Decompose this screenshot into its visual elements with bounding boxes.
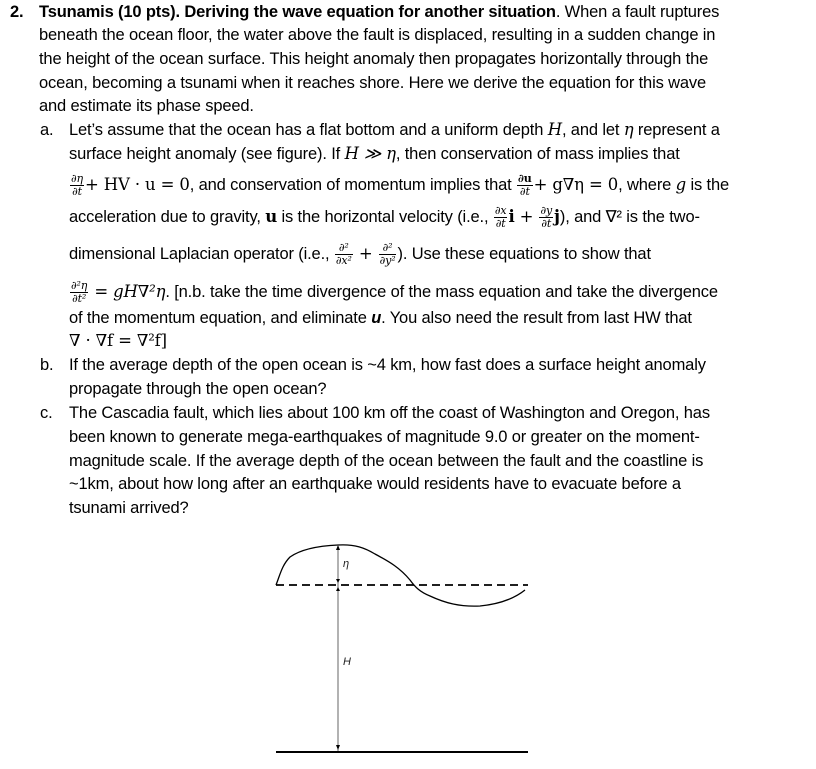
problem-intro-line-3: the height of the ocean surface. This height anomaly then propagates horizontally through the xyxy=(39,50,709,68)
part-c-line-2: been known to generate mega-earthquakes of magnitude 9.0 or greater on the moment- xyxy=(69,428,700,446)
problem-intro-line-2: beneath the ocean floor, the water above the fault is displaced, resulting in a sudden change in xyxy=(39,26,716,44)
problem-intro-line-1: Tsunamis (10 pts). Deriving the wave equation for another situation. When a fault ruptures xyxy=(39,3,720,21)
eta-arrow-top-icon xyxy=(336,545,340,550)
wave-equation: = gH∇²η xyxy=(89,281,166,301)
part-b-line-1: If the average depth of the open ocean is ~4 km, how fast does a surface height anomaly xyxy=(69,356,706,374)
part-c-line-3: magnitude scale. If the average depth of the ocean between the fault and the coastline is xyxy=(69,452,704,470)
problem-intro-line-5: and estimate its phase speed. xyxy=(39,97,254,115)
wave-diagram xyxy=(260,530,550,764)
part-c-line-5: tsunami arrived? xyxy=(69,499,189,517)
depth-label: H xyxy=(343,656,351,668)
part-a-line-8: ∇ · ∇f = ∇²f] xyxy=(69,331,167,350)
part-c-line-1: The Cascadia fault, which lies about 100 km off the coast of Washington and Oregon, has xyxy=(69,404,710,422)
laplacian-x-fraction: $\frac{\text{∂²}}{\text{∂x²}}$ xyxy=(335,241,352,267)
mass-eq-fraction: $\frac{\partial\eta}{\partial t}$ xyxy=(71,172,83,198)
wave-figure xyxy=(260,530,550,764)
part-b-line-2: propagate through the open ocean? xyxy=(69,380,327,398)
part-a-line-3: $\frac{\partial\eta}{\partial t}$ + HV · u = 0, and conservation of momentum implies that $\frac{\partial u}{\partial t}$ + g∇η = 0, where g is the xyxy=(71,172,730,198)
part-c-line-4: ~1km, about how long after an earthquake would residents have to evacuate before a xyxy=(69,475,681,493)
wave-surface-curve xyxy=(276,545,525,606)
part-a-line-1: Let’s assume that the ocean has a flat bottom and a uniform depth H, and let η represent a xyxy=(69,120,720,139)
mass-equation: + HV · u = 0 xyxy=(84,174,190,194)
velocity-y-fraction: $\frac{\partial y}{\partial t}$ xyxy=(540,204,553,230)
problem-intro-line-4: ocean, becoming a tsunami when it reaches shore. Here we derive the equation for this wave xyxy=(39,74,707,92)
part-a-line-4: acceleration due to gravity, u is the horizontal velocity (i.e., $\frac{\partial x}{\partial t}$ i + $\frac{\partial y}{\partial t}$ j), and ∇² is the two- xyxy=(69,204,700,230)
h-arrow-bottom-icon xyxy=(336,745,340,750)
part-c-label: c. xyxy=(40,404,53,422)
part-a-line-6: $\frac{\text{∂²η}}{\text{∂t²}}$ = gH∇²η. [n.b. take the time divergence of the mass equation and take the divergence xyxy=(71,279,718,305)
momentum-eq-fraction: $\frac{\partial u}{\partial t}$ xyxy=(518,172,532,198)
eta-arrow-bottom-icon xyxy=(336,579,340,583)
part-a-line-2: surface height anomaly (see figure). If H ≫ η, then conservation of mass implies that xyxy=(69,144,680,163)
momentum-equation: + g∇η = 0 xyxy=(533,174,619,194)
laplacian-y-fraction: $\frac{\text{∂²}}{\text{∂y²}}$ xyxy=(379,241,396,267)
wave-eq-fraction: $\frac{\text{∂²η}}{\text{∂t²}}$ xyxy=(71,279,88,305)
inequality-math: H ≫ η xyxy=(344,144,396,163)
part-a-line-7: of the momentum equation, and eliminate u. You also need the result from last HW that xyxy=(69,309,692,327)
velocity-x-fraction: $\frac{\partial x}{\partial t}$ xyxy=(494,204,507,230)
part-b-label: b. xyxy=(40,356,54,374)
h-arrow-top-icon xyxy=(336,587,340,591)
problem-title: Tsunamis (10 pts). Deriving the wave equation for another situation xyxy=(39,3,556,21)
problem-number: 2. xyxy=(10,3,24,21)
eta-label: η xyxy=(343,558,350,570)
part-a-label: a. xyxy=(40,121,54,139)
part-a-line-5: dimensional Laplacian operator (i.e., $\frac{\text{∂²}}{\text{∂x²}}$ + $\frac{\text{∂²}}{\text{∂y²}}$ ). Use these equations to show that xyxy=(69,241,651,267)
